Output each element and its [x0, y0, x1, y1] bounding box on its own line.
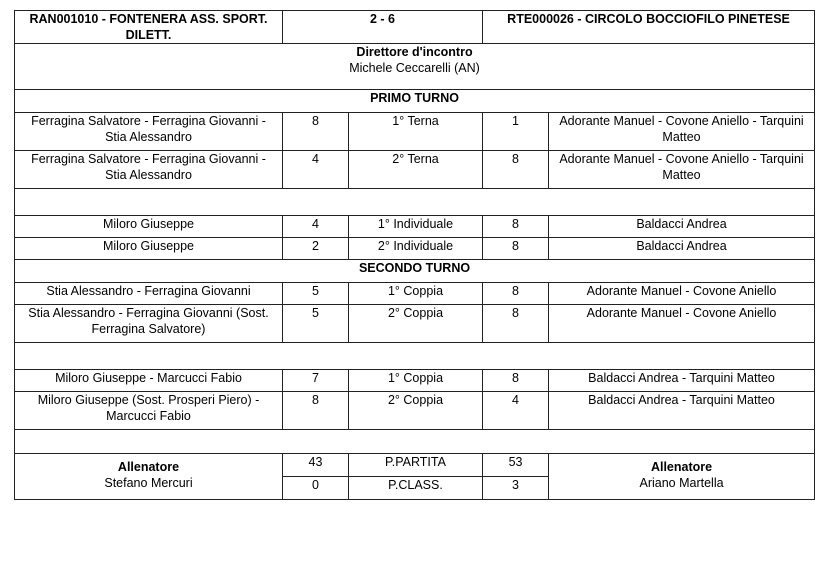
game-type: 1° Coppia	[349, 283, 483, 305]
class-label: P.CLASS.	[349, 477, 483, 500]
match-report-table	[14, 10, 815, 500]
table-row	[15, 113, 815, 151]
blank-row	[15, 189, 815, 216]
away-coach-label: Allenatore	[650, 460, 713, 474]
home-players: Miloro Giuseppe (Sost. Prosperi Piero) - Marcucci Fabio	[15, 392, 283, 430]
section-title: PRIMO TURNO	[15, 90, 815, 113]
home-coach-cell	[15, 454, 283, 500]
away-players: Baldacci Andrea - Tarquini Matteo	[549, 370, 815, 392]
away-team-name: RTE000026 - CIRCOLO BOCCIOFILO PINETESE	[483, 11, 815, 44]
header-row	[15, 11, 815, 44]
home-team-name: RAN001010 - FONTENERA ASS. SPORT. DILETT.	[15, 11, 283, 44]
table-row	[15, 283, 815, 305]
home-score: 4	[283, 216, 349, 238]
home-score: 5	[283, 305, 349, 343]
home-players: Stia Alessandro - Ferragina Giovanni (Sost. Ferragina Salvatore)	[15, 305, 283, 343]
home-coach-name: Stefano Mercuri	[104, 476, 193, 490]
game-type: 2° Individuale	[349, 238, 483, 260]
away-coach-cell	[549, 454, 815, 500]
home-score: 7	[283, 370, 349, 392]
partita-away-points: 53	[483, 454, 549, 477]
game-type: 1° Individuale	[349, 216, 483, 238]
table-row	[15, 392, 815, 430]
home-score: 5	[283, 283, 349, 305]
home-players: Miloro Giuseppe - Marcucci Fabio	[15, 370, 283, 392]
home-players: Stia Alessandro - Ferragina Giovanni	[15, 283, 283, 305]
away-players: Adorante Manuel - Covone Aniello - Tarquini Matteo	[549, 113, 815, 151]
home-players: Ferragina Salvatore - Ferragina Giovanni - Stia Alessandro	[15, 151, 283, 189]
away-score: 8	[483, 305, 549, 343]
partita-label: P.PARTITA	[349, 454, 483, 477]
secondo-turno-header	[15, 260, 815, 283]
away-score: 8	[483, 238, 549, 260]
home-score: 2	[283, 238, 349, 260]
class-home-points: 0	[283, 477, 349, 500]
away-score: 8	[483, 216, 549, 238]
away-players: Baldacci Andrea	[549, 238, 815, 260]
match-score: 2 - 6	[283, 11, 483, 44]
game-type: 2° Coppia	[349, 305, 483, 343]
home-score: 8	[283, 392, 349, 430]
table-row	[15, 305, 815, 343]
away-score: 8	[483, 151, 549, 189]
table-row	[15, 151, 815, 189]
home-players: Ferragina Salvatore - Ferragina Giovanni - Stia Alessandro	[15, 113, 283, 151]
away-score: 1	[483, 113, 549, 151]
game-type: 2° Coppia	[349, 392, 483, 430]
away-players: Adorante Manuel - Covone Aniello	[549, 283, 815, 305]
partita-home-points: 43	[283, 454, 349, 477]
blank-row	[15, 430, 815, 454]
away-players: Adorante Manuel - Covone Aniello	[549, 305, 815, 343]
home-coach-label: Allenatore	[117, 460, 180, 474]
away-coach-name: Ariano Martella	[639, 476, 724, 490]
table-row	[15, 370, 815, 392]
footer-row-partita	[15, 454, 815, 477]
away-score: 8	[483, 283, 549, 305]
away-score: 4	[483, 392, 549, 430]
director-cell	[15, 44, 815, 90]
director-label: Direttore d'incontro	[356, 45, 473, 59]
home-players: Miloro Giuseppe	[15, 216, 283, 238]
table-row	[15, 238, 815, 260]
director-name: Michele Ceccarelli (AN)	[349, 61, 480, 75]
game-type: 1° Coppia	[349, 370, 483, 392]
away-players: Baldacci Andrea - Tarquini Matteo	[549, 392, 815, 430]
home-score: 8	[283, 113, 349, 151]
blank-row	[15, 343, 815, 370]
primo-turno-header	[15, 90, 815, 113]
away-score: 8	[483, 370, 549, 392]
away-players: Baldacci Andrea	[549, 216, 815, 238]
game-type: 2° Terna	[349, 151, 483, 189]
section-title: SECONDO TURNO	[15, 260, 815, 283]
home-players: Miloro Giuseppe	[15, 238, 283, 260]
class-away-points: 3	[483, 477, 549, 500]
game-type: 1° Terna	[349, 113, 483, 151]
home-score: 4	[283, 151, 349, 189]
table-row	[15, 216, 815, 238]
director-row	[15, 44, 815, 90]
away-players: Adorante Manuel - Covone Aniello - Tarquini Matteo	[549, 151, 815, 189]
